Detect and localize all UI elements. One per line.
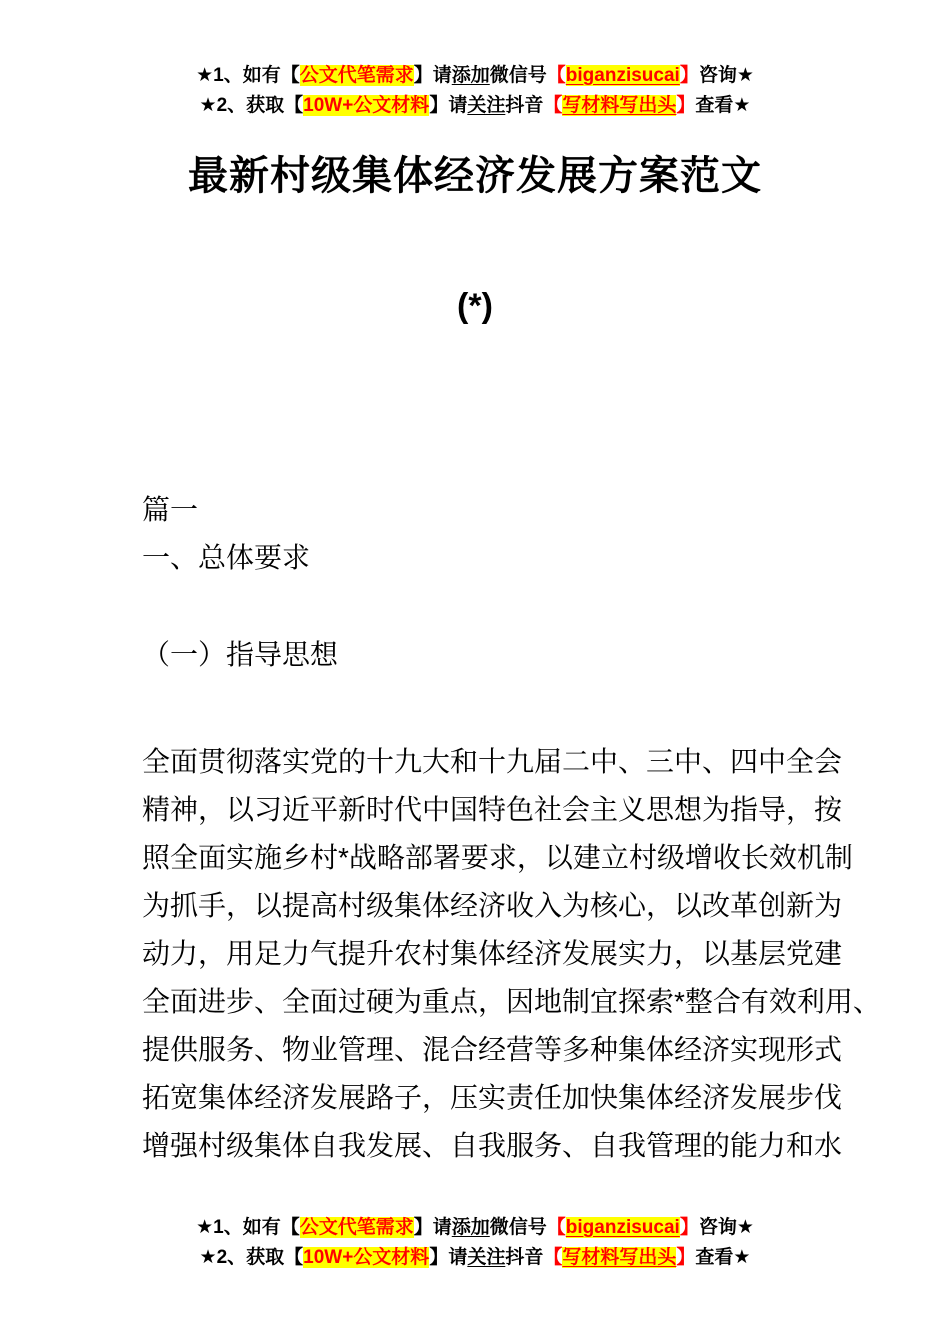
- promo-segment: 】请: [413, 65, 452, 86]
- promo-segment: ★1、如有【: [196, 1217, 300, 1238]
- promo-segment: 关注: [467, 95, 506, 116]
- body-line: 为抓手，以提高村级集体经济收入为核心，以改革创新为: [142, 890, 843, 921]
- promo-segment: 公文代笔需求: [299, 65, 414, 86]
- promo-footer-line-1: [0, 1213, 950, 1243]
- heading-overall-requirements: 一、总体要求: [142, 542, 311, 573]
- body-line: 拓宽集体经济发展路子，压实责任加快集体经济发展步伐: [142, 1082, 843, 1113]
- body-line: 全面进步、全面过硬为重点，因地制宜探索*整合有效利用、: [142, 986, 881, 1017]
- promo-segment: 】请: [429, 1247, 468, 1268]
- promo-segment: 【: [546, 1217, 566, 1238]
- promo-segment: 写材料写出头: [562, 1247, 677, 1268]
- promo-header: [0, 61, 950, 121]
- body-line: 全面贯彻落实党的十九大和十九届二中、三中、四中全会: [142, 746, 843, 777]
- promo-footer-line-2: [0, 1243, 950, 1273]
- promo-segment: 添加: [451, 65, 490, 86]
- promo-segment: 关注: [467, 1247, 506, 1268]
- document-title: 最新村级集体经济发展方案范文: [188, 154, 762, 198]
- promo-segment: 咨询★: [698, 1217, 754, 1238]
- body-line: 提供服务、物业管理、混合经营等多种集体经济实现形式: [142, 1034, 843, 1065]
- promo-segment: 】: [679, 1217, 699, 1238]
- promo-header-line-1: [0, 61, 950, 91]
- promo-segment: 10W+公文材料: [303, 1247, 430, 1268]
- heading-guiding-ideology: （一）指导思想: [142, 639, 339, 670]
- promo-segment: 写材料写出头: [562, 95, 677, 116]
- promo-segment: 微信号: [489, 1217, 547, 1238]
- promo-segment: 10W+公文材料: [303, 95, 430, 116]
- body-line: 照全面实施乡村*战略部署要求，以建立村级增收长效机制: [142, 842, 853, 873]
- promo-segment: 查看★: [695, 1247, 751, 1268]
- promo-segment: 公文代笔需求: [299, 1217, 414, 1238]
- promo-segment: biganzisucai: [565, 1217, 680, 1238]
- promo-segment: biganzisucai: [565, 65, 680, 86]
- body-line: 增强村级集体自我发展、自我服务、自我管理的能力和水: [142, 1130, 843, 1161]
- promo-segment: 微信号: [489, 65, 547, 86]
- promo-segment: 添加: [451, 1217, 490, 1238]
- body-paragraph: [142, 738, 881, 1170]
- promo-segment: 】请: [429, 95, 468, 116]
- promo-segment: ★1、如有【: [196, 65, 300, 86]
- promo-segment: 查看★: [695, 95, 751, 116]
- promo-segment: 咨询★: [698, 65, 754, 86]
- promo-segment: 抖音: [505, 1247, 544, 1268]
- promo-segment: ★2、获取【: [199, 95, 304, 116]
- asterisk-marker: (*): [457, 287, 493, 325]
- document-body: [142, 486, 881, 1170]
- promo-segment: 】: [679, 65, 699, 86]
- section-label: 篇一: [142, 494, 199, 525]
- body-line: 动力，用足力气提升农村集体经济发展实力，以基层党建: [142, 938, 843, 969]
- promo-footer: [0, 1213, 950, 1273]
- body-line: 精神，以习近平新时代中国特色社会主义思想为指导，按: [142, 794, 843, 825]
- promo-segment: ★2、获取【: [199, 1247, 304, 1268]
- promo-segment: 【: [543, 1247, 563, 1268]
- promo-segment: 】请: [413, 1217, 452, 1238]
- promo-header-line-2: [0, 91, 950, 121]
- promo-segment: 【: [543, 95, 563, 116]
- promo-segment: 】: [676, 1247, 696, 1268]
- promo-segment: 抖音: [505, 95, 544, 116]
- promo-segment: 】: [676, 95, 696, 116]
- promo-segment: 【: [546, 65, 566, 86]
